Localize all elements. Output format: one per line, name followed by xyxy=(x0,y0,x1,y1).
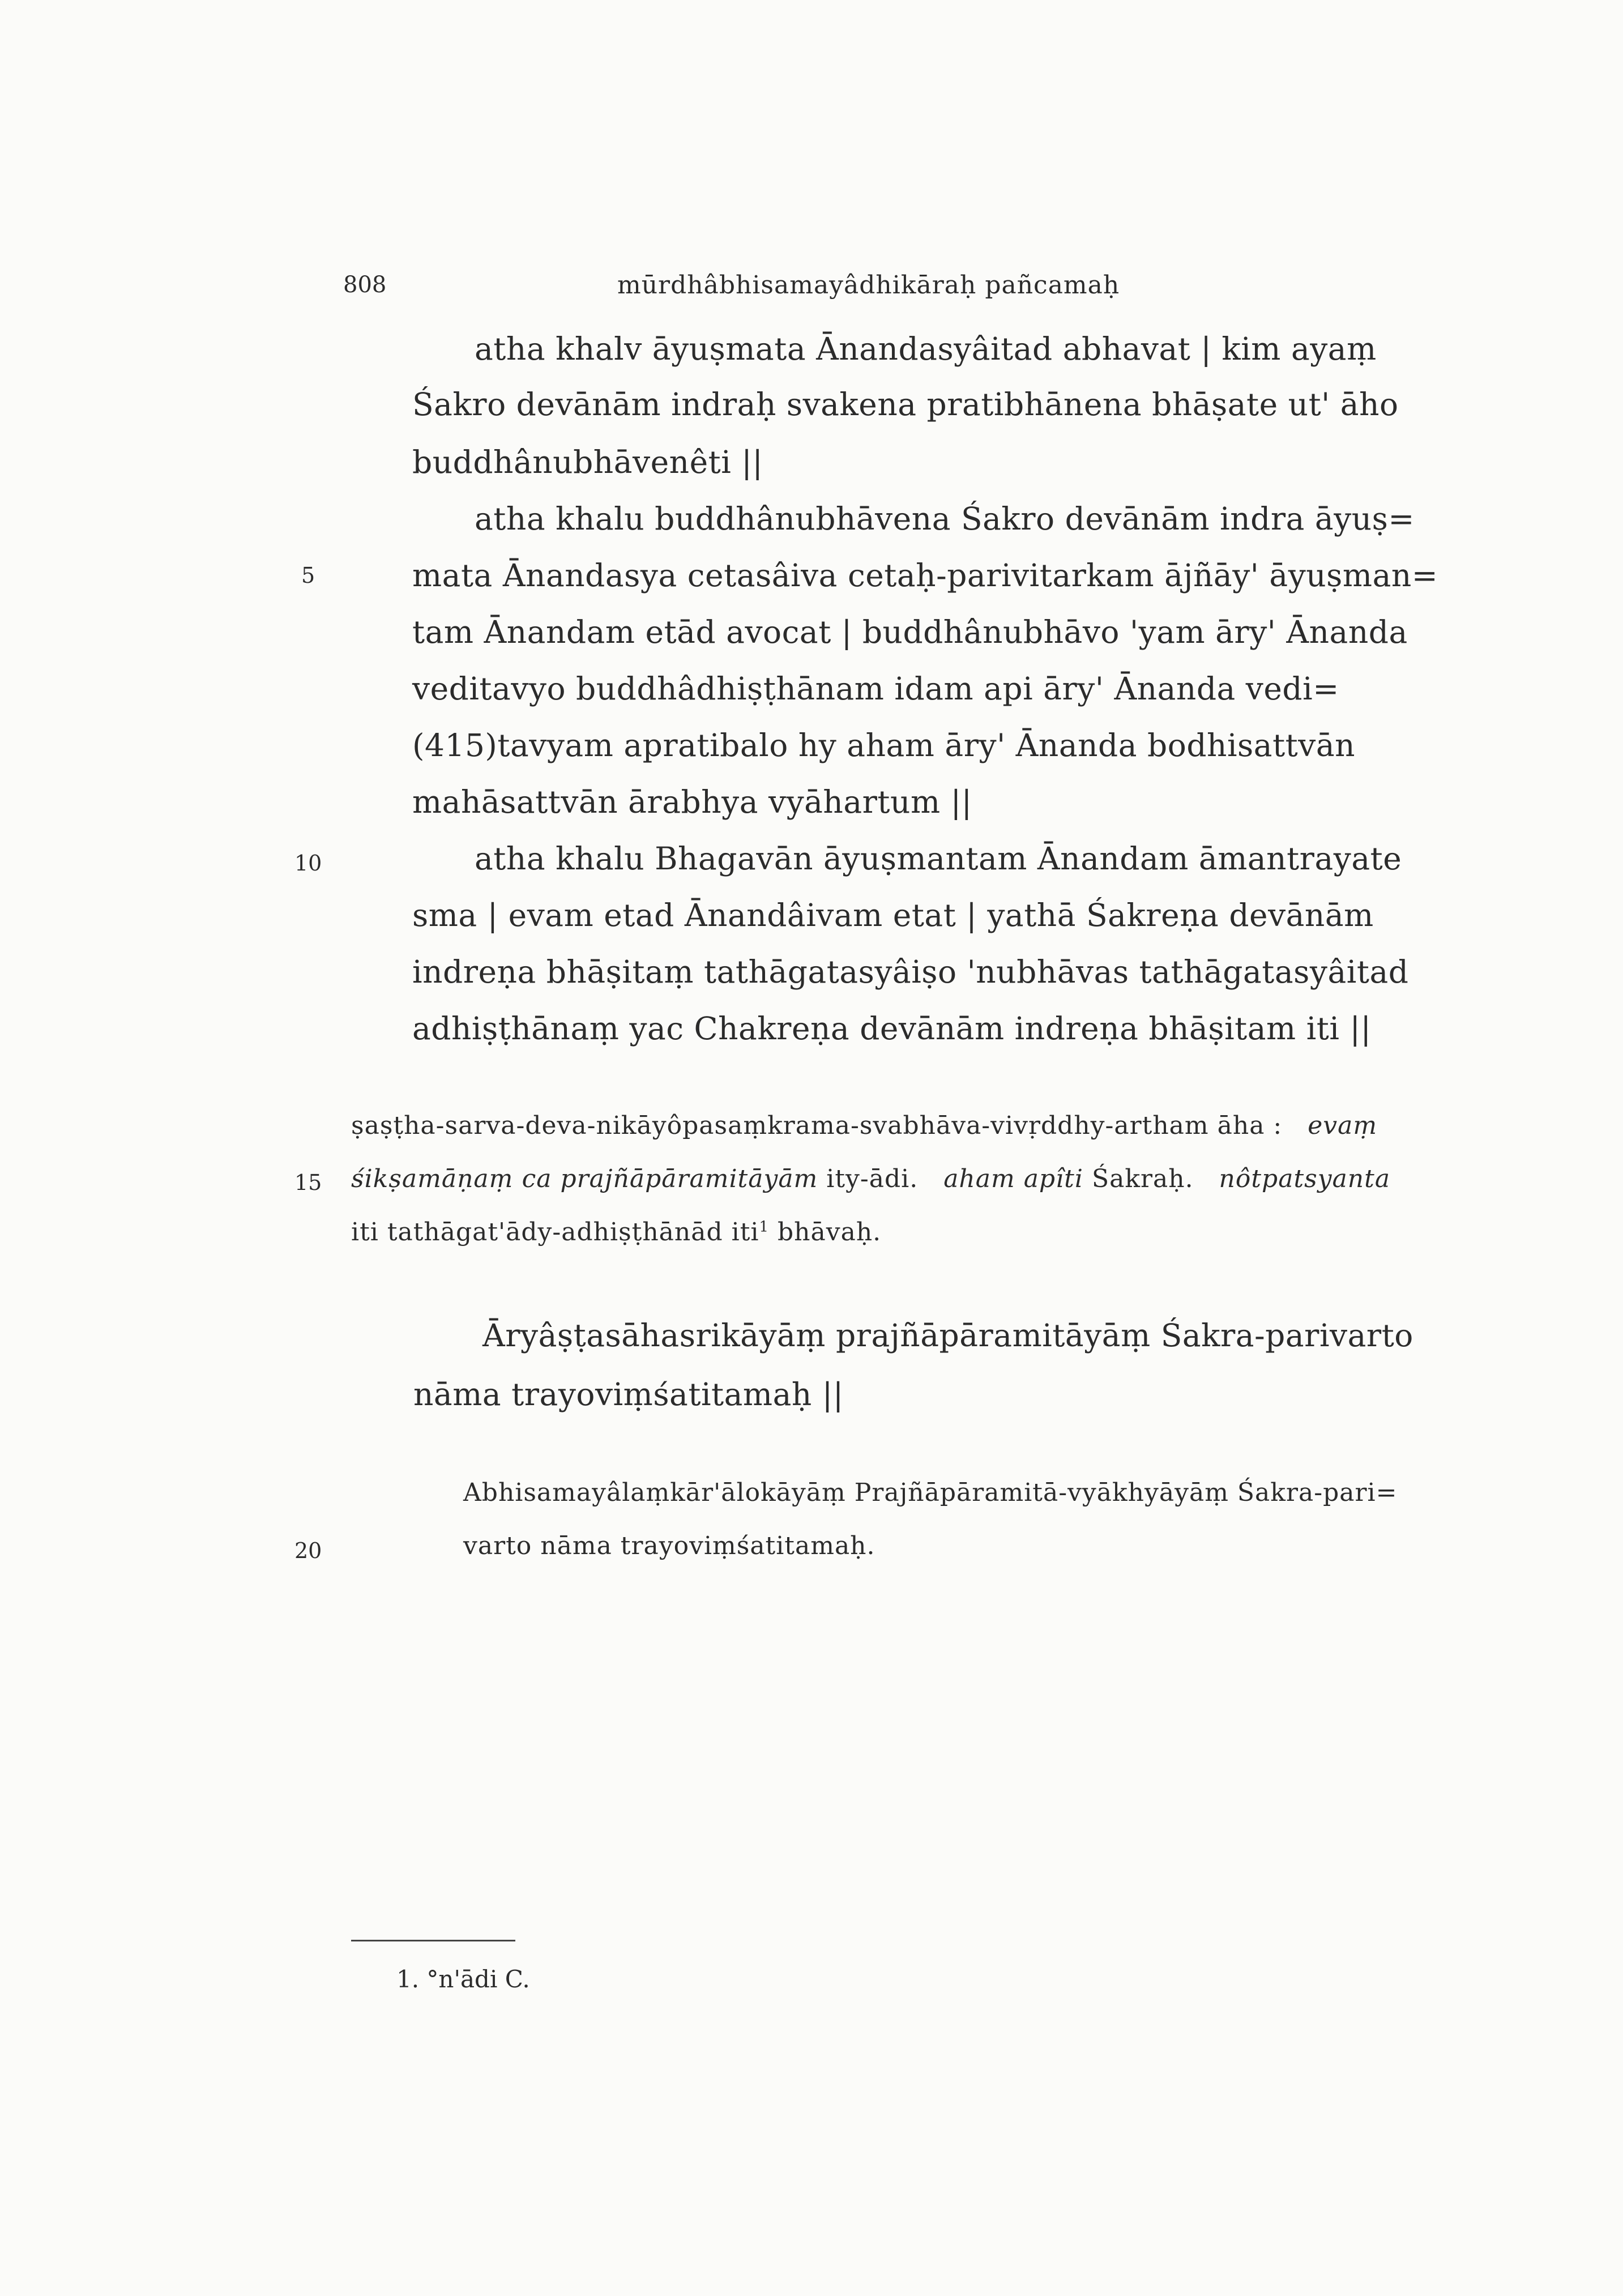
main-line: (415)tavyam apratibalo hy aham āry' Ānanda bodhisattvān xyxy=(412,727,1356,763)
page-number: 808 xyxy=(343,272,387,298)
commentary-text: ṣaṣṭha-sarva-deva-nikāyôpasaṃkrama-svabhāva-vivṛddhy-artham āha : xyxy=(351,1111,1283,1140)
commentary-colophon-line: varto nāma trayoviṃśatitamaḥ. xyxy=(463,1531,875,1560)
commentary-line xyxy=(351,1164,1390,1193)
commentary-text: iti tathāgat'ādy-adhiṣṭhānād iti xyxy=(351,1218,759,1247)
commentary-colophon-line: Abhisamayâlaṃkār'ālokāyāṃ Prajñāpāramitā-vyākhyāyāṃ Śakra-pari= xyxy=(463,1478,1398,1507)
footnote-marker: 1 xyxy=(759,1218,770,1236)
main-line: tam Ānandam etād avocat | buddhânubhāvo 'yam āry' Ānanda xyxy=(412,614,1408,650)
main-line: indreṇa bhāṣitaṃ tathāgatasyâiṣo 'nubhāvas tathāgatasyâitad xyxy=(412,954,1409,990)
colophon-line: nāma trayoviṃśatitamaḥ || xyxy=(413,1376,844,1412)
line-number: 15 xyxy=(294,1170,322,1195)
main-line: veditavyo buddhâdhiṣṭhānam idam api āry' Ānanda vedi= xyxy=(412,671,1339,707)
main-line: atha khalu Bhagavān āyuṣmantam Ānandam āmantrayate xyxy=(475,840,1402,877)
footnote: 1. °n'ādi C. xyxy=(396,1965,530,1993)
main-line: mata Ānandasya cetasâiva cetaḥ-parivitarkam ājñāy' āyuṣman= xyxy=(412,557,1438,594)
commentary-lemma: aham apîti xyxy=(943,1164,1083,1193)
commentary-line xyxy=(351,1111,1377,1140)
running-header: mūrdhâbhisamayâdhikāraḥ pañcamaḥ xyxy=(617,271,1120,300)
commentary-text: bhāvaḥ. xyxy=(769,1218,882,1247)
line-number: 20 xyxy=(294,1538,322,1563)
commentary-lemma: śikṣamāṇaṃ ca prajñāpāramitāyām xyxy=(351,1164,818,1193)
commentary-text: Śakraḥ. xyxy=(1091,1164,1194,1193)
commentary-text: ity-ādi. xyxy=(826,1164,919,1193)
commentary-line xyxy=(351,1218,881,1247)
main-line: atha khalv āyuṣmata Ānandasyâitad abhavat | kim ayaṃ xyxy=(475,331,1377,367)
main-line: adhiṣṭhānaṃ yac Chakreṇa devānām indreṇa bhāṣitam iti || xyxy=(412,1010,1372,1047)
main-line: Śakro devānām indraḥ svakena pratibhānena bhāṣate ut' āho xyxy=(412,386,1399,423)
main-line: atha khalu buddhânubhāvena Śakro devānām indra āyuṣ= xyxy=(475,501,1415,537)
colophon-line: Āryâṣṭasāhasrikāyāṃ prajñāpāramitāyāṃ Śakra-parivarto xyxy=(482,1317,1413,1354)
commentary-lemma: evaṃ xyxy=(1308,1111,1378,1140)
main-line: buddhânubhāvenêti || xyxy=(412,444,763,480)
line-number: 5 xyxy=(301,563,315,588)
footnote-rule xyxy=(351,1940,515,1941)
main-line: sma | evam etad Ānandâivam etat | yathā Śakreṇa devānām xyxy=(412,897,1374,933)
commentary-lemma: nôtpatsyanta xyxy=(1219,1164,1391,1193)
line-number: 10 xyxy=(294,851,322,876)
main-line: mahāsattvān ārabhya vyāhartum || xyxy=(412,784,972,820)
